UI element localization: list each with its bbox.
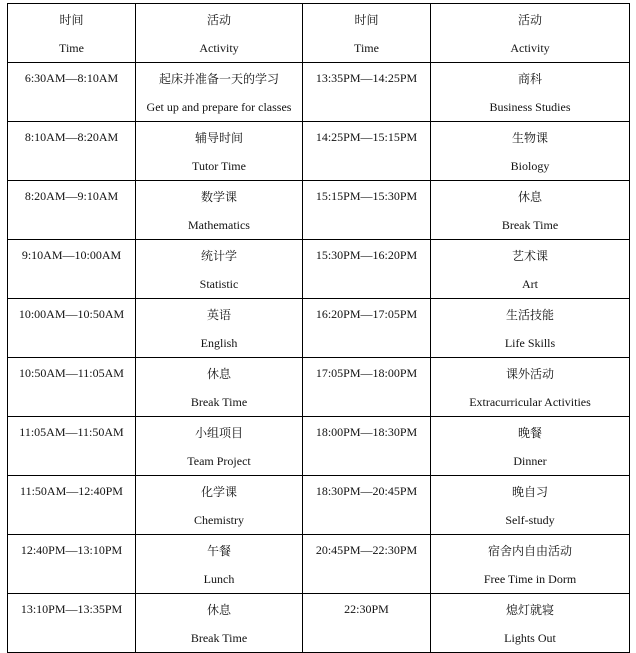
time-cell-left	[8, 417, 136, 476]
header-time-en: Time	[59, 41, 84, 55]
activity-zh: 课外活动	[505, 367, 554, 381]
activity-cell-right	[431, 63, 630, 122]
time-cell-left	[8, 122, 136, 181]
table-row	[8, 299, 630, 358]
table-row	[8, 358, 630, 417]
activity-en: Break Time	[190, 395, 248, 409]
time-cell-left	[8, 358, 136, 417]
time-text: 18:30PM—20:45PM	[315, 484, 418, 498]
time-text: 20:45PM—22:30PM	[315, 543, 418, 557]
activity-cell-right	[431, 417, 630, 476]
header-activity-en: Activity	[199, 41, 239, 55]
time-cell-right	[303, 122, 431, 181]
time-cell-left	[8, 476, 136, 535]
activity-cell-left	[136, 122, 303, 181]
time-text: 10:50AM—11:05AM	[19, 366, 124, 380]
activity-en: Biology	[510, 159, 550, 173]
time-cell-right	[303, 240, 431, 299]
time-text: 13:35PM—14:25PM	[315, 71, 418, 85]
activity-en: Break Time	[190, 631, 248, 645]
activity-cell-right	[431, 535, 630, 594]
time-text: 14:25PM—15:15PM	[315, 130, 418, 144]
activity-cell-left	[136, 299, 303, 358]
time-cell-right	[303, 417, 431, 476]
table-row	[8, 535, 630, 594]
activity-cell-left	[136, 358, 303, 417]
activity-cell-left	[136, 240, 303, 299]
time-text: 17:05PM—18:00PM	[315, 366, 418, 380]
activity-en: Chemistry	[194, 513, 244, 527]
table-row	[8, 63, 630, 122]
activity-zh: 午餐	[206, 544, 231, 558]
activity-en: Lunch	[203, 572, 235, 586]
activity-en: Business Studies	[489, 100, 571, 114]
activity-en: English	[200, 336, 238, 350]
activity-zh: 艺术课	[511, 249, 548, 263]
table-row	[8, 122, 630, 181]
time-text: 8:10AM—8:20AM	[24, 130, 119, 144]
time-cell-right	[303, 299, 431, 358]
activity-en: Break Time	[501, 218, 559, 232]
table-row	[8, 417, 630, 476]
activity-cell-left	[136, 417, 303, 476]
time-cell-left	[8, 535, 136, 594]
activity-zh: 生活技能	[505, 308, 554, 322]
activity-cell-right	[431, 122, 630, 181]
activity-zh: 化学课	[200, 485, 237, 499]
activity-zh: 辅导时间	[194, 131, 243, 145]
time-cell-right	[303, 476, 431, 535]
activity-zh: 熄灯就寝	[505, 603, 554, 617]
activity-zh: 晚自习	[511, 485, 548, 499]
activity-zh: 生物课	[511, 131, 548, 145]
activity-en: Team Project	[187, 454, 251, 468]
activity-cell-right	[431, 476, 630, 535]
time-text: 16:20PM—17:05PM	[315, 307, 418, 321]
header-time-zh: 时间	[59, 13, 84, 27]
time-text: 12:40PM—13:10PM	[20, 543, 123, 557]
time-text: 22:30PM	[344, 602, 389, 616]
time-text: 8:20AM—9:10AM	[24, 189, 119, 203]
activity-zh: 休息	[517, 190, 542, 204]
header-time-zh: 时间	[354, 13, 379, 27]
activity-cell-right	[431, 181, 630, 240]
schedule-body	[8, 4, 630, 653]
activity-cell-right	[431, 358, 630, 417]
activity-zh: 数学课	[200, 190, 237, 204]
activity-en: Free Time in Dorm	[483, 572, 577, 586]
activity-en: Tutor Time	[192, 159, 246, 173]
time-text: 18:00PM—18:30PM	[315, 425, 418, 439]
time-text: 15:30PM—16:20PM	[315, 248, 418, 262]
header-time-2	[303, 4, 431, 63]
table-row	[8, 476, 630, 535]
table-row	[8, 240, 630, 299]
header-row	[8, 4, 630, 63]
time-cell-left	[8, 63, 136, 122]
header-time-1	[8, 4, 136, 63]
header-activity-1	[136, 4, 303, 63]
header-activity-zh: 活动	[206, 13, 231, 27]
activity-en: Self-study	[505, 513, 555, 527]
time-text: 15:15PM—15:30PM	[315, 189, 418, 203]
time-text: 13:10PM—13:35PM	[20, 602, 123, 616]
activity-zh: 休息	[206, 603, 231, 617]
activity-en: Dinner	[513, 454, 547, 468]
header-activity-zh: 活动	[517, 13, 542, 27]
time-cell-right	[303, 181, 431, 240]
activity-en: Extracurricular Activities	[469, 395, 591, 409]
activity-cell-left	[136, 476, 303, 535]
time-cell-left	[8, 240, 136, 299]
time-text: 10:00AM—10:50AM	[18, 307, 125, 321]
activity-en: Lights Out	[504, 631, 556, 645]
activity-zh: 晚餐	[517, 426, 542, 440]
activity-en: Get up and prepare for classes	[146, 100, 292, 114]
time-text: 11:05AM—11:50AM	[19, 425, 124, 439]
activity-cell-left	[136, 181, 303, 240]
activity-en: Mathematics	[188, 218, 250, 232]
activity-cell-right	[431, 240, 630, 299]
activity-cell-left	[136, 63, 303, 122]
header-activity-2	[431, 4, 630, 63]
activity-zh: 英语	[206, 308, 231, 322]
activity-zh: 小组项目	[194, 426, 243, 440]
activity-zh: 商科	[517, 72, 542, 86]
header-time-en: Time	[354, 41, 379, 55]
activity-cell-right	[431, 299, 630, 358]
activity-zh: 统计学	[200, 249, 237, 263]
activity-en: Life Skills	[504, 336, 556, 350]
table-row	[8, 181, 630, 240]
time-cell-right	[303, 63, 431, 122]
activity-zh: 休息	[206, 367, 231, 381]
time-cell-right	[303, 535, 431, 594]
time-text: 9:10AM—10:00AM	[21, 248, 122, 262]
time-text: 6:30AM—8:10AM	[24, 71, 119, 85]
schedule-table	[7, 3, 630, 653]
time-text: 11:50AM—12:40PM	[20, 484, 123, 498]
activity-cell-left	[136, 535, 303, 594]
activity-en: Statistic	[199, 277, 239, 291]
schedule-table-wrapper	[7, 3, 629, 645]
activity-en: Art	[522, 277, 538, 291]
time-cell-left	[8, 181, 136, 240]
header-activity-en: Activity	[510, 41, 550, 55]
time-cell-right	[303, 358, 431, 417]
time-cell-left	[8, 299, 136, 358]
activity-zh: 宿舍内自由活动	[487, 544, 572, 558]
activity-zh: 起床并准备一天的学习	[158, 72, 279, 86]
